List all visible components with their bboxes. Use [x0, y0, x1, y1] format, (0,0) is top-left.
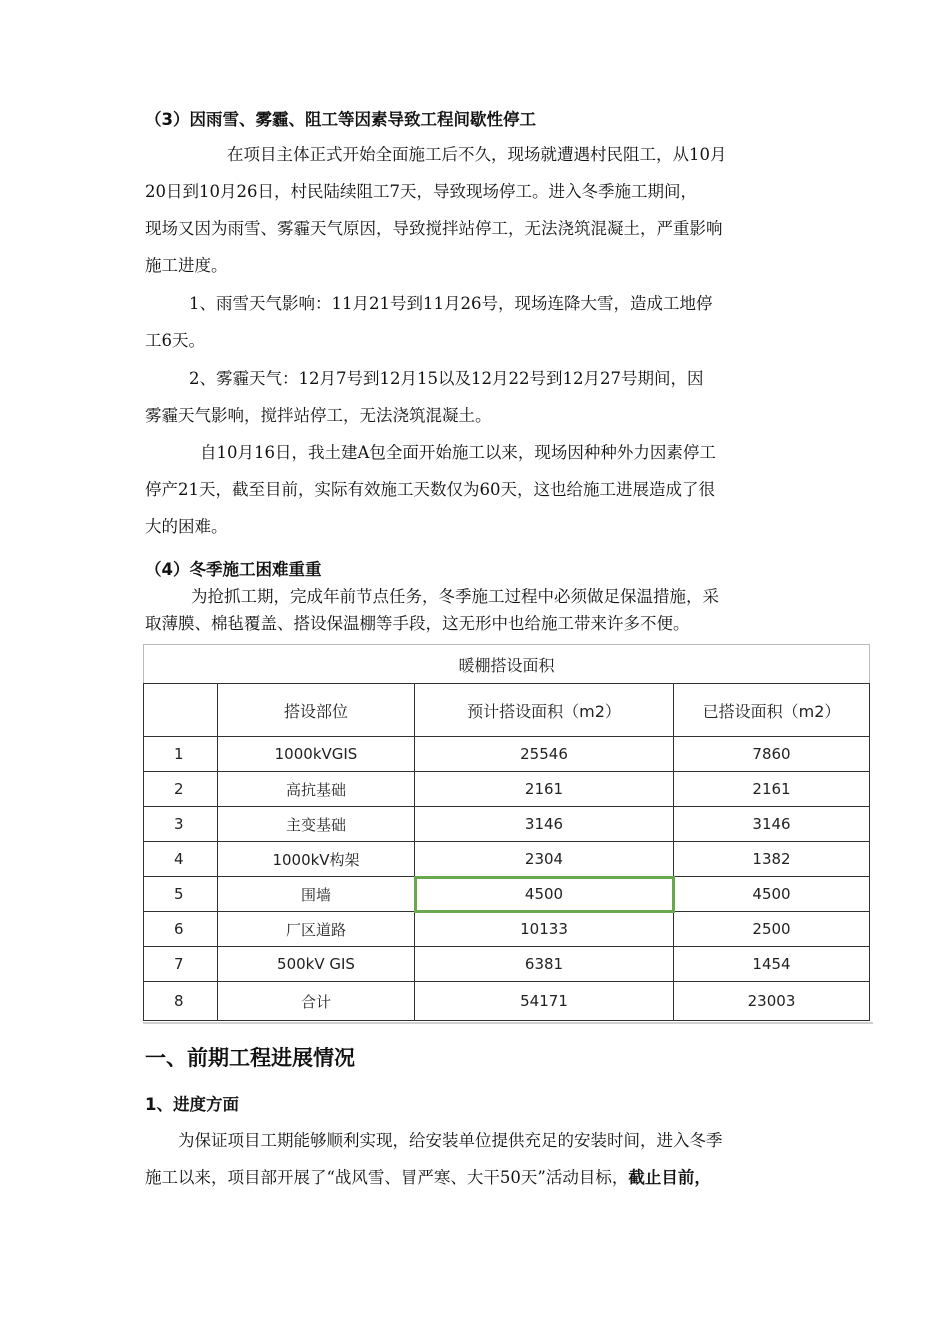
- table-cell[interactable]: 5: [144, 877, 218, 912]
- table-cell[interactable]: 1: [144, 737, 218, 772]
- text-line: [145, 1159, 815, 1196]
- table-cell[interactable]: 2: [144, 772, 218, 807]
- section-3-paragraph-3: [145, 360, 815, 434]
- chapter-heading: 一、前期工程进展情况: [145, 1046, 355, 1070]
- text-line: 大的困难。: [145, 517, 228, 536]
- table-cell[interactable]: 4: [144, 842, 218, 877]
- table-cell[interactable]: 25546: [415, 737, 674, 772]
- header-cell[interactable]: 预计搭设面积（m2）: [415, 684, 674, 737]
- text-line: 施工进度。: [145, 256, 228, 275]
- selected-table-cell[interactable]: 4500: [415, 877, 674, 912]
- table-row: [144, 807, 870, 842]
- table-row: [144, 877, 870, 912]
- section-3-title: （3）因雨雪、雾霾、阻工等因素导致工程间歇性停工: [145, 110, 536, 129]
- text-line: 雾霾天气影响，搅拌站停工，无法浇筑混凝土。: [145, 406, 492, 425]
- table-cell[interactable]: 54171: [415, 982, 674, 1021]
- header-cell[interactable]: 搭设部位: [218, 684, 415, 737]
- table-cell[interactable]: 6: [144, 912, 218, 947]
- table-row: [144, 912, 870, 947]
- table-row: [144, 842, 870, 877]
- table-row: [144, 947, 870, 982]
- text-line: 20日到10月26日，村民陆续阻工7天，导致现场停工。进入冬季施工期间，: [145, 182, 697, 201]
- text-line: 停产21天，截至目前，实际有效施工天数仅为60天，这也给施工进展造成了很: [145, 480, 715, 499]
- text-line: 2、雾霾天气：12月7号到12月15以及12月22号到12月27号期间，因: [189, 369, 704, 388]
- table-cell[interactable]: 3: [144, 807, 218, 842]
- text-line: 为抢抓工期，完成年前节点任务，冬季施工过程中必须做足保温措施，采: [191, 587, 719, 606]
- table-row: [144, 737, 870, 772]
- table-cell[interactable]: 2304: [415, 842, 674, 877]
- table-cell[interactable]: 主变基础: [218, 807, 415, 842]
- text-line: 为保证项目工期能够顺利实现，给安装单位提供充足的安装时间，进入冬季: [178, 1131, 723, 1150]
- table-cell[interactable]: 厂区道路: [218, 912, 415, 947]
- text-line: 1、雨雪天气影响：11月21号到11月26号，现场连降大雪，造成工地停: [189, 294, 713, 313]
- table-cell[interactable]: 合计: [218, 982, 415, 1021]
- table-cell[interactable]: 1000kV构架: [218, 842, 415, 877]
- table-header-row: [144, 684, 870, 737]
- table-cell[interactable]: 1454: [674, 947, 870, 982]
- table-row: [144, 772, 870, 807]
- progress-heading: 1、进度方面: [145, 1095, 239, 1114]
- greenhouse-area-table: [143, 644, 873, 1024]
- text-line: 现场又因为雨雪、雾霾天气原因，导致搅拌站停工，无法浇筑混凝土，严重影响: [145, 219, 723, 238]
- table-cell[interactable]: 10133: [415, 912, 674, 947]
- table-cell[interactable]: 2500: [674, 912, 870, 947]
- section-3-paragraph-1: [145, 136, 815, 284]
- table-cell[interactable]: 围墙: [218, 877, 415, 912]
- table-cell[interactable]: 4500: [674, 877, 870, 912]
- table-cell[interactable]: 高抗基础: [218, 772, 415, 807]
- progress-paragraph: [145, 1122, 815, 1196]
- table-cell[interactable]: 3146: [415, 807, 674, 842]
- table-cell[interactable]: 7: [144, 947, 218, 982]
- section-3-paragraph-2: [145, 285, 815, 359]
- text-line: 在项目主体正式开始全面施工后不久，现场就遭遇村民阻工，从10月: [227, 145, 727, 164]
- table-cell[interactable]: 500kV GIS: [218, 947, 415, 982]
- table-cell[interactable]: 3146: [674, 807, 870, 842]
- table-cell[interactable]: 2161: [415, 772, 674, 807]
- text-line: 自10月16日，我土建A包全面开始施工以来，现场因种种外力因素停工: [200, 443, 716, 462]
- section-4-paragraph-1: [145, 583, 815, 637]
- table-title: 暖棚搭设面积: [144, 645, 870, 684]
- table-title-row: [144, 645, 870, 684]
- header-cell[interactable]: [144, 684, 218, 737]
- section-4-title: （4）冬季施工困难重重: [145, 560, 322, 579]
- text-line: 工6天。: [145, 331, 205, 350]
- table-cell[interactable]: 8: [144, 982, 218, 1021]
- header-cell[interactable]: 已搭设面积（m2）: [674, 684, 870, 737]
- table-cell[interactable]: 6381: [415, 947, 674, 982]
- text-line: 取薄膜、棉毡覆盖、搭设保温棚等手段，这无形中也给施工带来许多不便。: [145, 614, 690, 633]
- section-3-paragraph-4: [145, 434, 815, 545]
- table-cell[interactable]: 2161: [674, 772, 870, 807]
- data-table: [143, 644, 870, 1021]
- table-cell[interactable]: 1382: [674, 842, 870, 877]
- table-cell[interactable]: 7860: [674, 737, 870, 772]
- table-bottom-edge: [143, 1022, 873, 1024]
- bold-text: 截止目前，: [628, 1168, 711, 1187]
- table-row: [144, 982, 870, 1021]
- text-span: 施工以来，项目部开展了“战风雪、冒严寒、大干50天”活动目标，: [145, 1168, 629, 1187]
- table-cell[interactable]: 23003: [674, 982, 870, 1021]
- table-cell[interactable]: 1000kVGIS: [218, 737, 415, 772]
